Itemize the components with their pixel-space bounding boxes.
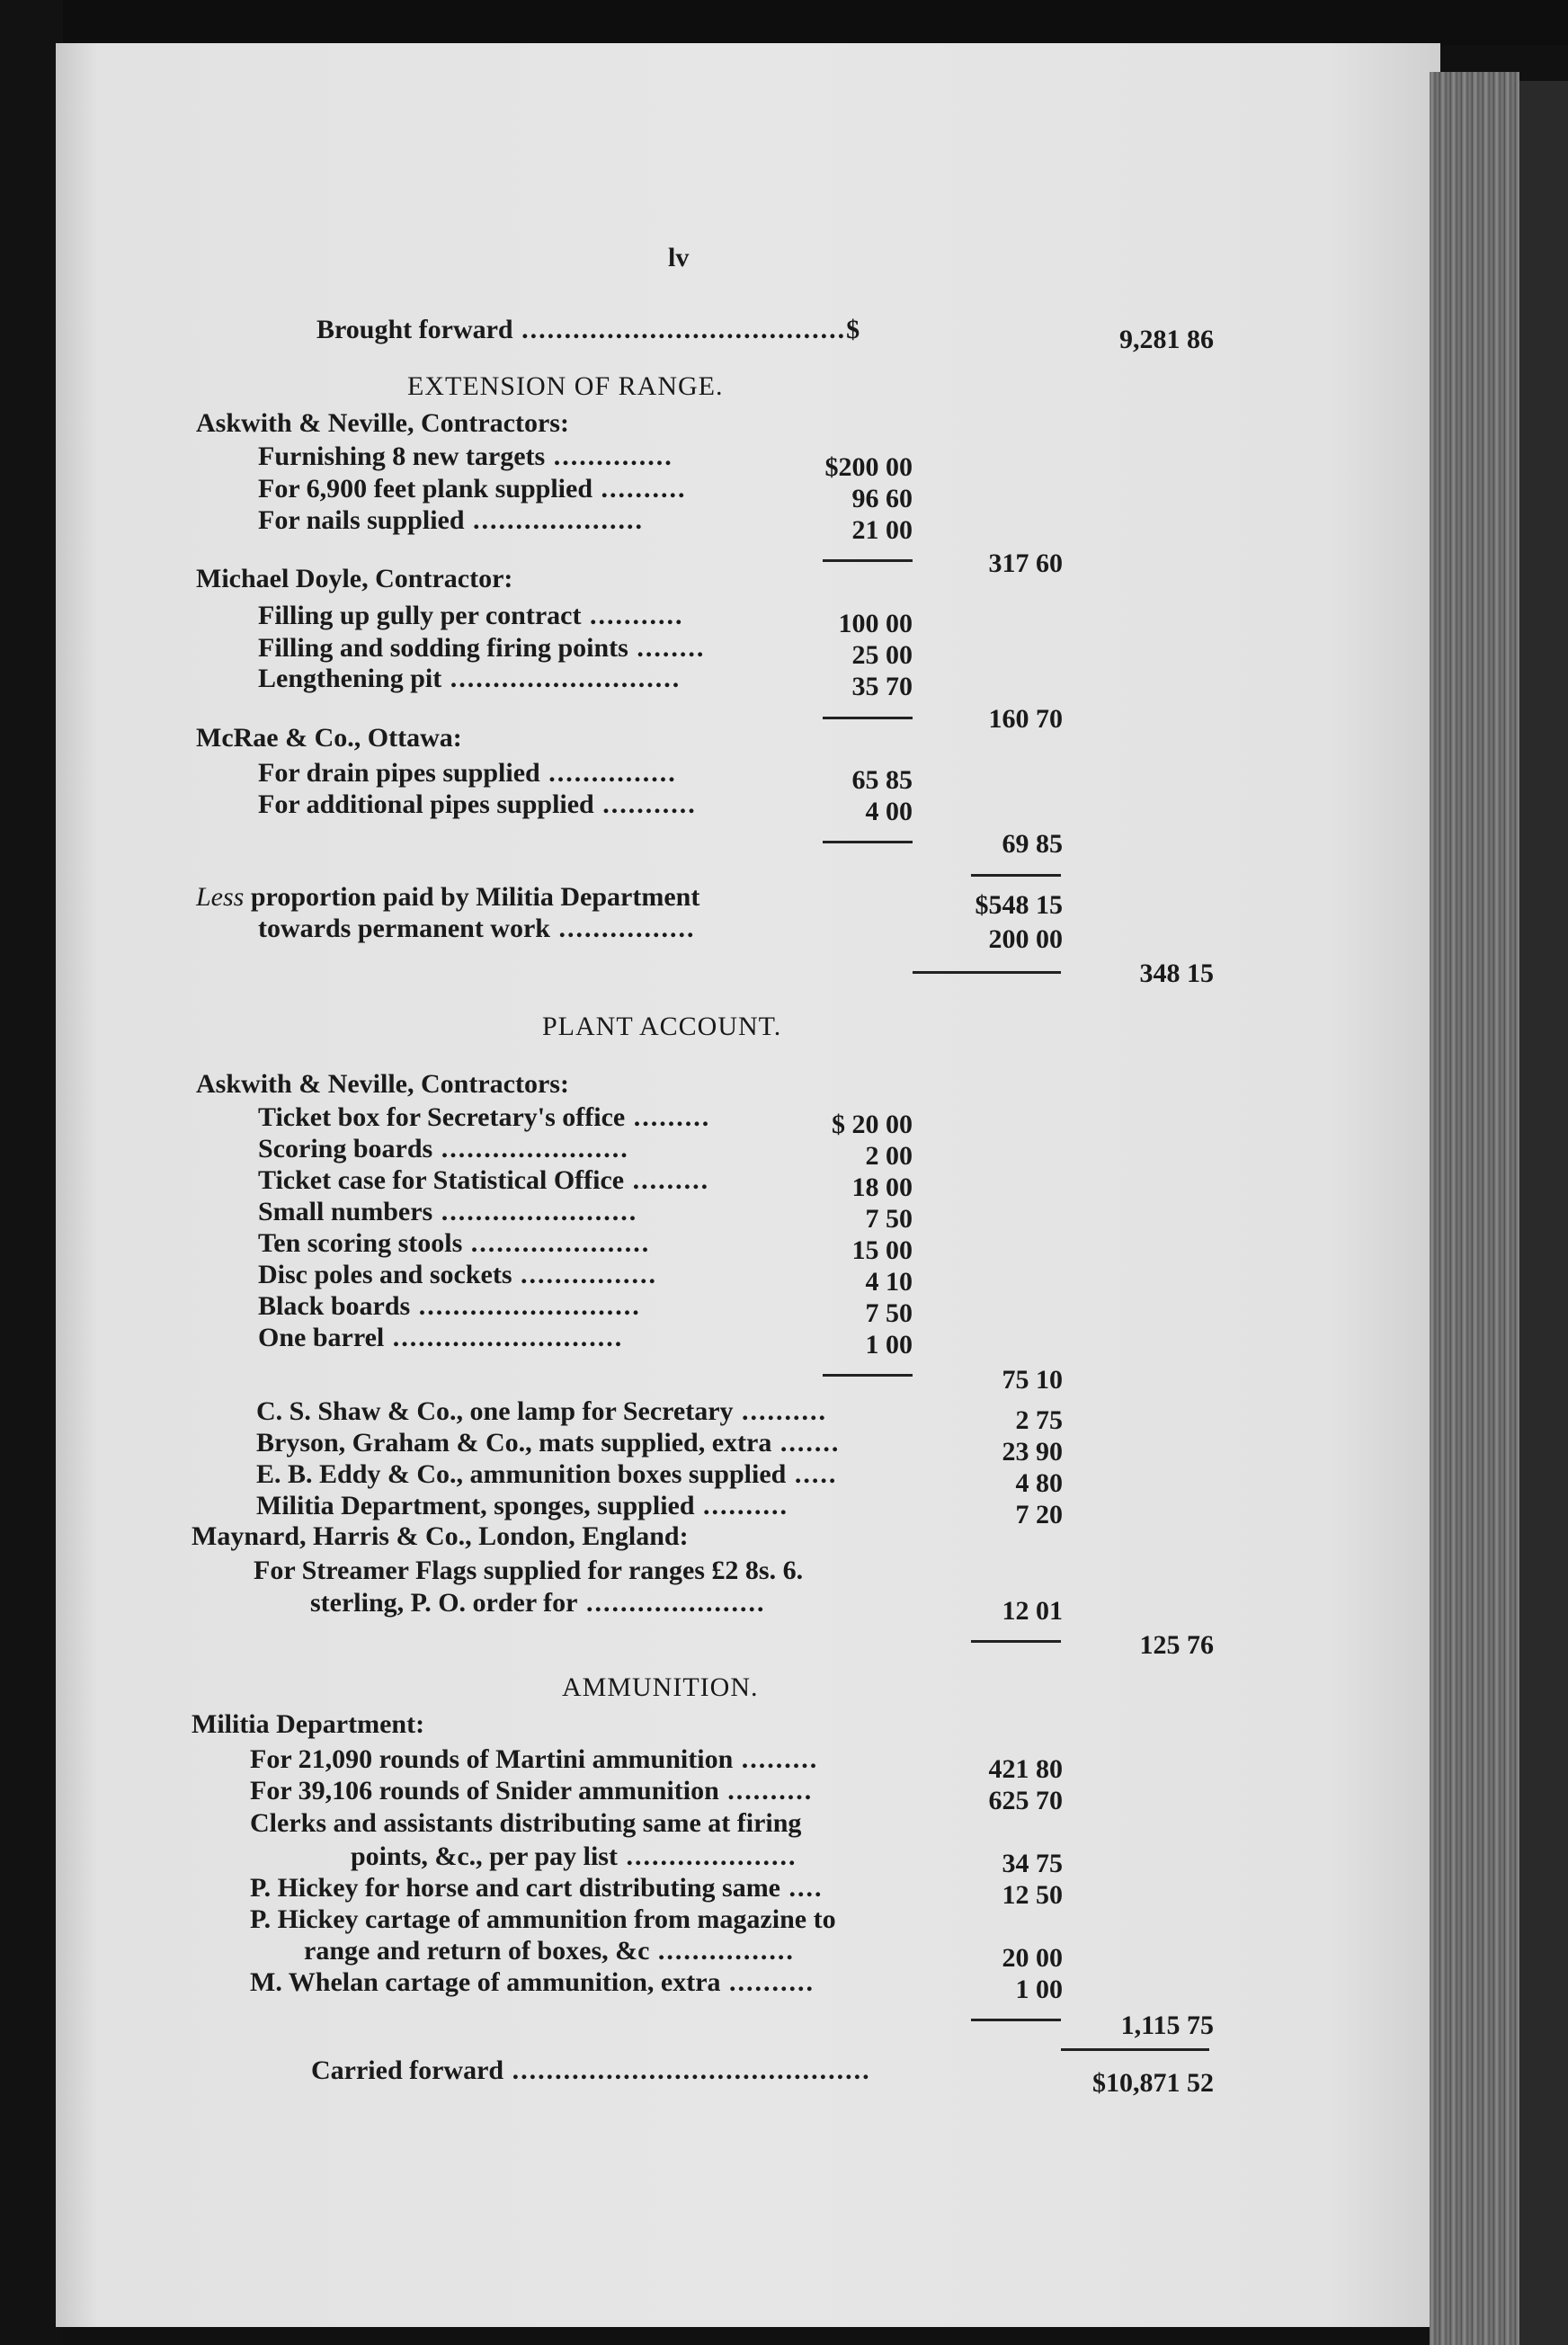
brought-forward-amount: 9,281 86 bbox=[1119, 325, 1214, 354]
section-title-plant: PLANT ACCOUNT. bbox=[542, 1012, 782, 1041]
subtotal-plant: 75 10 bbox=[1002, 1365, 1063, 1395]
less-amount-2: 200 00 bbox=[988, 924, 1063, 954]
other-amount: 4 80 bbox=[1015, 1468, 1063, 1498]
item-label: Ten scoring stools ..................... bbox=[258, 1228, 651, 1258]
less-line-1: Less proportion paid by Militia Department bbox=[196, 882, 700, 912]
other-label: Bryson, Graham & Co., mats supplied, extra ....... bbox=[256, 1428, 841, 1458]
item-label: Furnishing 8 new targets .............. bbox=[258, 441, 673, 471]
item-label: Ticket box for Secretary's office ......... bbox=[258, 1102, 711, 1132]
subtotal-rule bbox=[823, 841, 913, 843]
other-label: C. S. Shaw & Co., one lamp for Secretary .......... bbox=[256, 1396, 828, 1426]
item-label: Ticket case for Statistical Office ......... bbox=[258, 1165, 710, 1195]
subtotal-askwith: 317 60 bbox=[988, 548, 1063, 578]
subtotal-mcrae: 69 85 bbox=[1002, 829, 1063, 859]
grand-total-rule bbox=[1061, 2048, 1209, 2051]
payee-doyle: Michael Doyle, Contractor: bbox=[196, 564, 513, 593]
other-label: Militia Department, sponges, supplied .......... bbox=[256, 1491, 789, 1520]
item-amount: 15 00 bbox=[851, 1235, 913, 1265]
subtotal-rule bbox=[971, 2019, 1061, 2021]
total-plant: 125 76 bbox=[1139, 1630, 1214, 1660]
ammo-amount: 20 00 bbox=[1002, 1943, 1063, 1973]
ammo-label: Clerks and assistants distributing same at firing bbox=[250, 1808, 802, 1838]
item-amount: 18 00 bbox=[851, 1172, 913, 1202]
ammo-label: range and return of boxes, &c ................ bbox=[304, 1936, 795, 1966]
item-amount: $200 00 bbox=[824, 452, 913, 482]
less-amount-1: $548 15 bbox=[975, 890, 1063, 920]
ammo-label: P. Hickey cartage of ammunition from magazine to bbox=[250, 1904, 836, 1934]
item-label: For 6,900 feet plank supplied .......... bbox=[258, 474, 687, 504]
subtotal-rule bbox=[823, 559, 913, 562]
item-label: For drain pipes supplied ............... bbox=[258, 758, 677, 788]
subtotal-rule bbox=[823, 1374, 913, 1377]
item-amount: 7 50 bbox=[865, 1204, 913, 1234]
scan-border-left bbox=[0, 0, 63, 2345]
total-extension: 348 15 bbox=[1139, 959, 1214, 988]
other-amount: 7 20 bbox=[1015, 1500, 1063, 1529]
other-amount: 23 90 bbox=[1002, 1437, 1063, 1467]
section-title-extension: EXTENSION OF RANGE. bbox=[407, 371, 724, 401]
book-cover-edge bbox=[1519, 81, 1568, 2345]
payee-militia: Militia Department: bbox=[192, 1709, 425, 1739]
item-label: Black boards .......................... bbox=[258, 1291, 641, 1321]
other-amount: 2 75 bbox=[1015, 1405, 1063, 1435]
subtotal-doyle: 160 70 bbox=[988, 704, 1063, 734]
carried-forward-label: Carried forward .......................................... bbox=[311, 2055, 871, 2085]
item-amount: 2 00 bbox=[865, 1141, 913, 1171]
item-label: For nails supplied .................... bbox=[258, 505, 645, 535]
item-label: Filling and sodding firing points ........ bbox=[258, 633, 706, 663]
less-line-2: towards permanent work ................ bbox=[258, 914, 696, 943]
total-rule bbox=[971, 874, 1061, 877]
total-ammunition: 1,115 75 bbox=[1120, 2011, 1214, 2040]
item-amount: 35 70 bbox=[851, 672, 913, 701]
item-label: Small numbers ....................... bbox=[258, 1197, 638, 1226]
other-label: E. B. Eddy & Co., ammunition boxes supplied ..... bbox=[256, 1459, 838, 1489]
ammo-amount: 421 80 bbox=[988, 1754, 1063, 1784]
maynard-line-1: For Streamer Flags supplied for ranges £2 8s. 6. bbox=[254, 1556, 804, 1585]
item-label: Lengthening pit ........................... bbox=[258, 664, 682, 693]
item-amount: $ 20 00 bbox=[832, 1110, 913, 1139]
item-amount: 65 85 bbox=[851, 765, 913, 795]
payee-askwith-plant: Askwith & Neville, Contractors: bbox=[196, 1069, 569, 1099]
page-number: lv bbox=[668, 243, 690, 272]
ammo-amount: 625 70 bbox=[988, 1786, 1063, 1815]
item-label: Disc poles and sockets ................ bbox=[258, 1260, 658, 1289]
carried-forward-amount: $10,871 52 bbox=[1092, 2068, 1214, 2098]
item-amount: 25 00 bbox=[851, 640, 913, 670]
scan-border-top bbox=[0, 0, 1568, 45]
total-rule bbox=[913, 971, 1061, 974]
item-amount: 4 00 bbox=[865, 797, 913, 826]
ammo-label: M. Whelan cartage of ammunition, extra .......... bbox=[250, 1967, 815, 1997]
subtotal-rule bbox=[823, 717, 913, 719]
item-label: Filling up gully per contract ........... bbox=[258, 601, 684, 630]
maynard-line-2: sterling, P. O. order for ..................... bbox=[310, 1588, 766, 1618]
total-rule bbox=[971, 1640, 1061, 1643]
payee-mcrae: McRae & Co., Ottawa: bbox=[196, 723, 462, 753]
ammo-amount: 12 50 bbox=[1002, 1880, 1063, 1910]
ammo-label: For 21,090 rounds of Martini ammunition ......... bbox=[250, 1744, 819, 1774]
item-amount: 100 00 bbox=[838, 609, 913, 638]
brought-forward-label: Brought forward ......................................$ bbox=[316, 315, 860, 344]
payee-maynard: Maynard, Harris & Co., London, England: bbox=[192, 1521, 689, 1551]
ammo-label: points, &c., per pay list .................... bbox=[351, 1841, 797, 1871]
item-amount: 7 50 bbox=[865, 1298, 913, 1328]
item-amount: 96 60 bbox=[851, 484, 913, 513]
ammo-label: P. Hickey for horse and cart distributing same .... bbox=[250, 1873, 824, 1903]
item-amount: 21 00 bbox=[851, 515, 913, 545]
section-title-ammunition: AMMUNITION. bbox=[562, 1672, 759, 1702]
item-label: One barrel ........................... bbox=[258, 1323, 624, 1352]
item-label: For additional pipes supplied ........... bbox=[258, 789, 697, 819]
ammo-label: For 39,106 rounds of Snider ammunition .......... bbox=[250, 1776, 814, 1806]
item-amount: 1 00 bbox=[865, 1330, 913, 1360]
item-label: Scoring boards ...................... bbox=[258, 1134, 629, 1164]
book-page-edges bbox=[1430, 72, 1519, 2345]
payee-askwith: Askwith & Neville, Contractors: bbox=[196, 408, 569, 438]
item-amount: 4 10 bbox=[865, 1267, 913, 1297]
maynard-amount: 12 01 bbox=[1002, 1596, 1063, 1626]
ammo-amount: 34 75 bbox=[1002, 1849, 1063, 1878]
ammo-amount: 1 00 bbox=[1015, 1975, 1063, 2004]
